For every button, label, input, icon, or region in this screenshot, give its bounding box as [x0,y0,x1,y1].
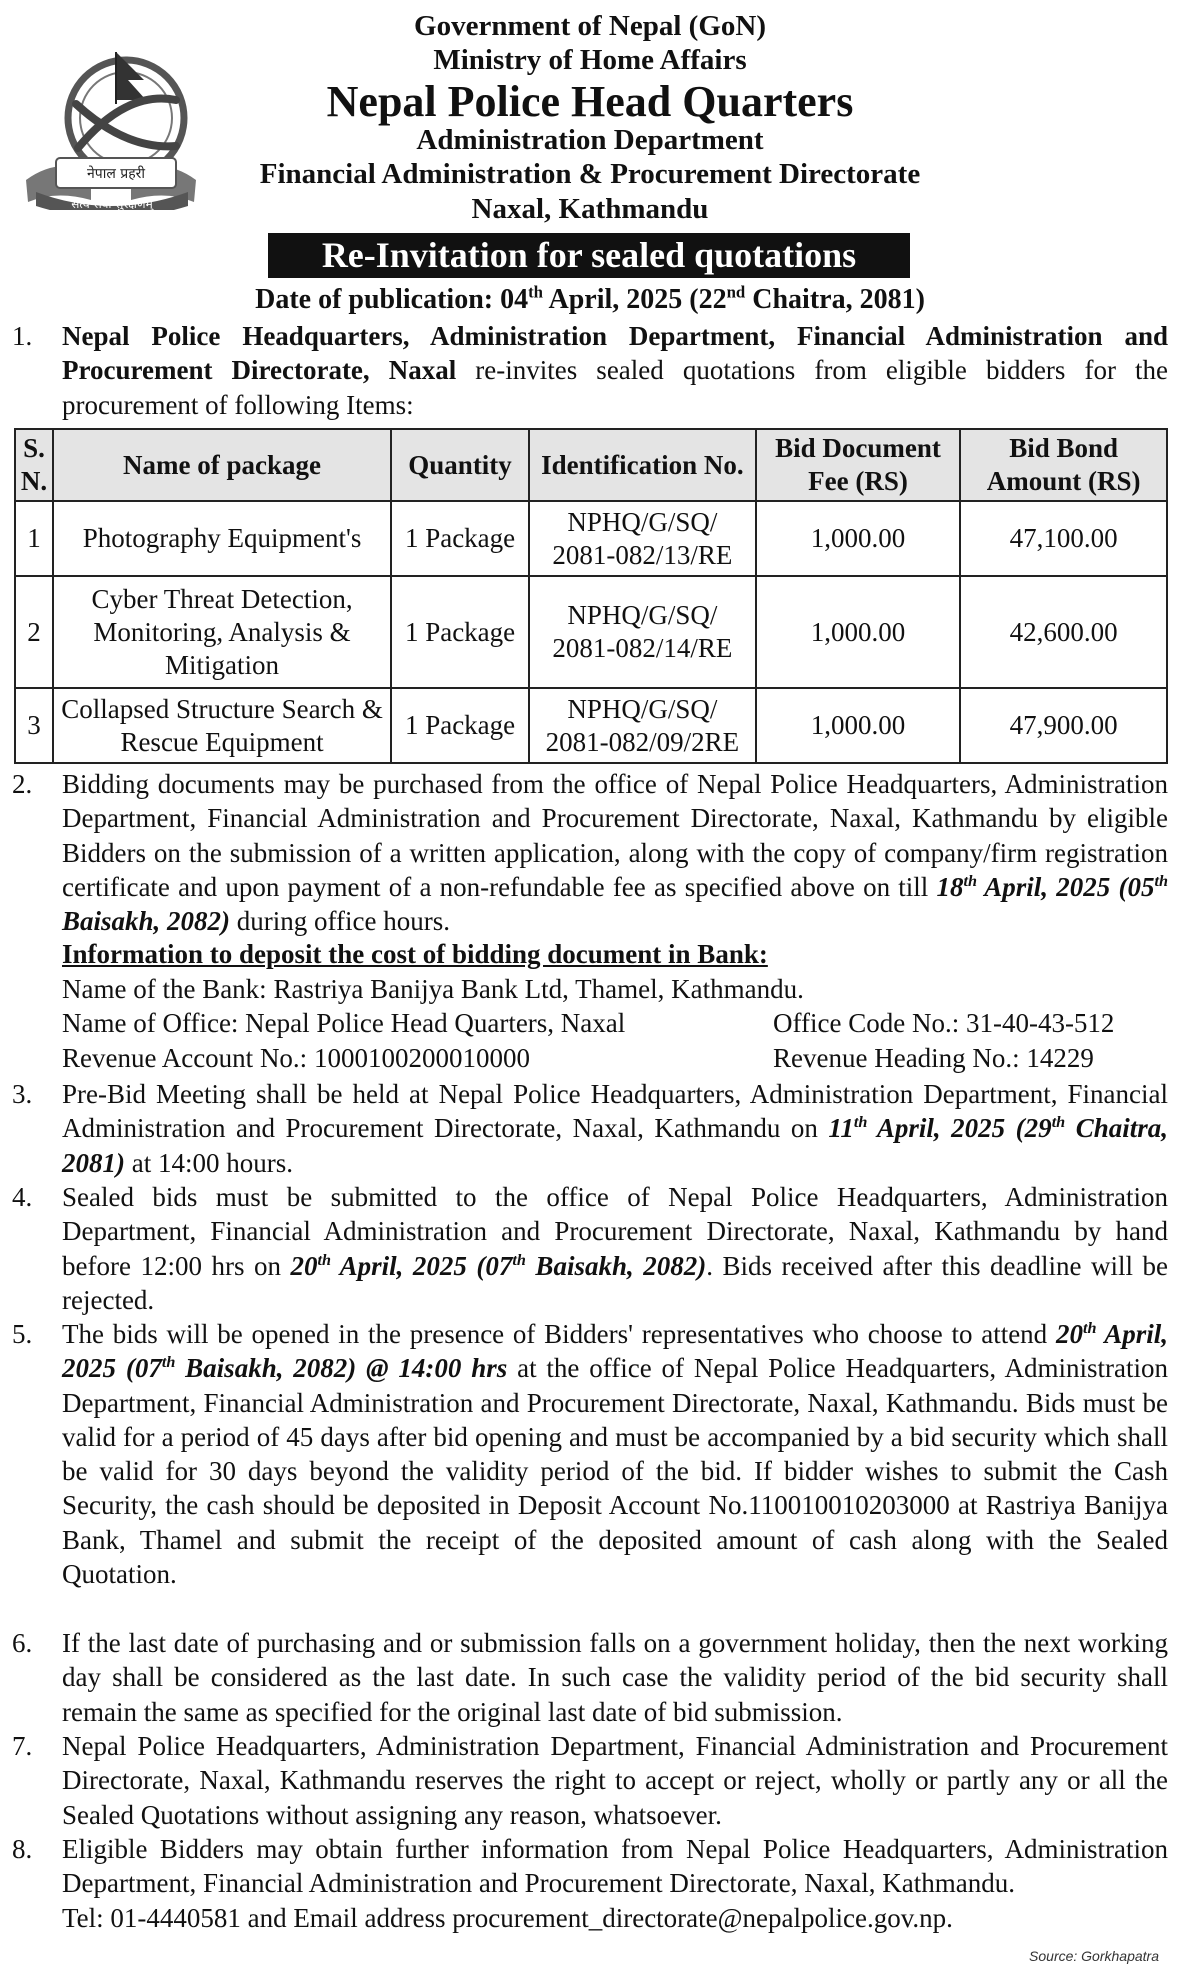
cell-fee: 1,000.00 [756,501,961,576]
department-heading: Administration Department [416,124,764,156]
cell-quantity: 1 Package [391,501,529,576]
cell-bond: 47,900.00 [960,688,1167,763]
clause-5 [12,1317,1168,1591]
clause-2 [12,767,1168,938]
table-header-row [15,429,1167,501]
clause-text: Bidding documents may be purchased from the office of Nepal Police Headquarters, Administration Department, Financial Administration and Procurement Directorate, Naxal, Kathmandu by eligible Bidders on the submission of a written application, along with the copy of company/firm registration certificate and upon payment of a non-refundable fee as specified above on till 18th April, 2025 (05th Baisakh, 2082) during office hours. [62,769,1168,937]
logo-lower-text: सत्य सेवा सुरक्षणम् [71,197,153,210]
cell-fee: 1,000.00 [756,576,961,688]
clause-6 [12,1626,1168,1729]
source-credit: Source: Gorkhapatra [1029,1948,1159,1964]
clause-number: 3. [12,1079,33,1109]
clause-4 [12,1180,1168,1317]
clause-text: Eligible Bidders may obtain further information from Nepal Police Headquarters, Administration Department, Financial Administration and Procurement Directorate, Naxal, Kathmandu. [62,1834,1168,1899]
ministry-heading: Ministry of Home Affairs [433,44,747,76]
clause-text: Nepal Police Headquarters, Administration Department, Financial Administration and Procurement Directorate, Naxal, Kathmandu reserves the right to accept or reject, wholly or partly any or all the Sealed Quotations without assigning any reason, whatsoever. [62,1731,1168,1830]
government-heading: Government of Nepal (GoN) [414,10,766,42]
cell-identification: NPHQ/G/SQ/ 2081-082/09/2RE [529,688,756,763]
bank-info-heading: Information to deposit the cost of bidding document in Bank: [62,939,768,969]
col-header-quantity: Quantity [391,429,529,501]
col-header-fee: Bid Document Fee (RS) [756,429,961,501]
clause-number: 5. [12,1319,33,1349]
clause-7 [12,1729,1168,1832]
clause-number: 7. [12,1731,33,1761]
cell-name: Cyber Threat Detection, Monitoring, Analysis & Mitigation [53,576,391,688]
clause-text: The bids will be opened in the presence of Bidders' representatives who choose to attend 20th April, 2025 (07th Baisakh, 2082) @ 14:00 hrs at the office of Nepal Police Headquarters, Administration Department, Financial Administration and Procurement Directorate, Naxal, Kathmandu. Bids must be valid for a period of 45 days after bid opening and must be accompanied by a bid security which shall be valid for 30 days beyond the validity period of the bid. If bidder wishes to submit the Cash Security, the cash should be deposited in Deposit Account No.110010010203000 at Rastriya Banijya Bank, Thamel and submit the receipt of the deposited amount of cash along with the Sealed Quotation. [62,1319,1168,1590]
col-header-bond: Bid Bond Amount (RS) [960,429,1167,501]
cell-name: Photography Equipment's [53,501,391,576]
office-code: Office Code No.: 31-40-43-512 [773,1008,1115,1038]
clause-number: 6. [12,1628,33,1658]
col-header-name: Name of package [53,429,391,501]
cell-bond: 42,600.00 [960,576,1167,688]
cell-identification: NPHQ/G/SQ/ 2081-082/14/RE [529,576,756,688]
cell-fee: 1,000.00 [756,688,961,763]
notice-title-banner: Re-Invitation for sealed quotations [268,233,910,278]
organization-title: Nepal Police Head Quarters [326,77,854,126]
location-heading: Naxal, Kathmandu [471,193,709,225]
cell-sn: 2 [15,576,53,688]
table-row [15,501,1167,576]
directorate-heading: Financial Administration & Procurement Directorate [259,158,921,190]
bank-name: Name of the Bank: Rastriya Banijya Bank Ltd, Thamel, Kathmandu. [62,974,804,1004]
cell-identification: NPHQ/G/SQ/ 2081-082/13/RE [529,501,756,576]
cell-quantity: 1 Package [391,576,529,688]
cell-quantity: 1 Package [391,688,529,763]
clause-text: Sealed bids must be submitted to the office of Nepal Police Headquarters, Administration Department, Financial Administration and Procurement Directorate, Naxal, Kathmandu by hand before 12:00 hrs on 20th April, 2025 (07th Baisakh, 2082). Bids received after this deadline will be rejected. [62,1182,1168,1315]
office-name: Name of Office: Nepal Police Head Quarters, Naxal [62,1008,626,1038]
clause-number: 4. [12,1182,33,1212]
col-header-sn: S. N. [15,429,53,501]
col-header-identification: Identification No. [529,429,756,501]
nepal-police-emblem-icon [16,30,206,210]
publication-date: Date of publication: 04th April, 2025 (22nd Chaitra, 2081) [255,282,925,315]
cell-sn: 3 [15,688,53,763]
cell-sn: 1 [15,501,53,576]
clause-number: 1. [12,321,33,351]
clause-number: 8. [12,1834,33,1864]
table-row [15,576,1167,688]
clause-text: Pre-Bid Meeting shall be held at Nepal Police Headquarters, Administration Department, Financial Administration and Procurement Directorate, Naxal, Kathmandu on 11th April, 2025 (29th Chaitra, 2081) at 14:00 hours. [62,1079,1168,1178]
clause-3 [12,1077,1168,1180]
clause-1 [12,319,1168,422]
cell-name: Collapsed Structure Search & Rescue Equipment [53,688,391,763]
clause-number: 2. [12,769,33,799]
table-row [15,688,1167,763]
revenue-heading: Revenue Heading No.: 14229 [773,1043,1094,1073]
revenue-account: Revenue Account No.: 1000100200010000 [62,1043,530,1073]
cell-bond: 47,100.00 [960,501,1167,576]
clause-text: If the last date of purchasing and or submission falls on a government holiday, then the next working day shall be considered as the last date. In such case the validity period of the bid security shall remain the same as specified for the original last date of bid submission. [62,1628,1168,1727]
clause-8 [12,1832,1168,1935]
contact-line: Tel: 01-4440581 and Email address procurement_directorate@nepalpolice.gov.np. [62,1902,953,1933]
bid-packages-table [14,428,1168,764]
logo-upper-text: नेपाल प्रहरी [86,166,146,182]
clause-text: Nepal Police Headquarters, Administration Department, Financial Administration and Procurement Directorate, Naxal re-invites sealed quotations from eligible bidders for the procurement of following Items: [62,321,1168,420]
